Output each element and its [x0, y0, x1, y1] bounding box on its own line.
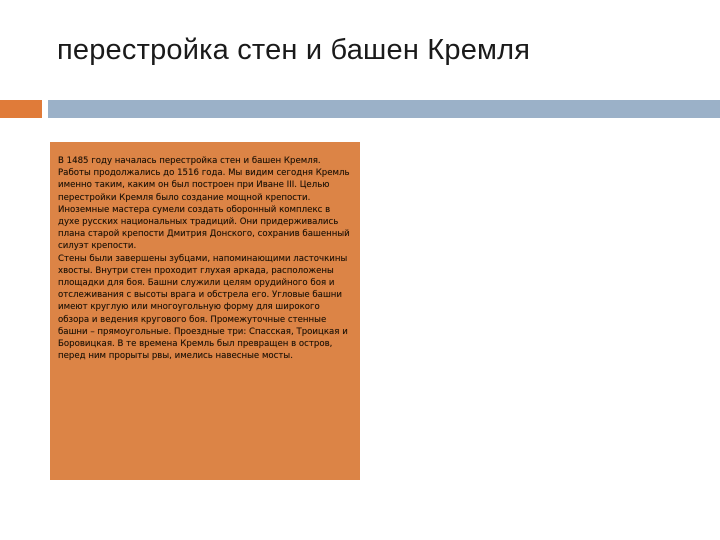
text-box [50, 142, 360, 480]
accent-bar-orange [0, 100, 42, 118]
paragraph-intro: В 1485 году началась перестройка стен и башен Кремля. Работы продолжались до 1516 года. Мы видим сегодня Кремль именно таким, каким он был построен при Иване III. Целью перестройки Кремля было создание мощной крепости. Иноземные мастера сумели создать оборонный комплекс в духе русских национальных традиций. Они придерживались плана старой крепости Дмитрия Донского, сохранив башенный силуэт крепости. [58, 156, 350, 252]
paragraph-walls-towers: Стены были завершены зубцами, напоминающими ласточкины хвосты. Внутри стен проходит глухая аркада, расположены площадки для боя. Башни служили целям орудийного боя и отслеживания с высоты врага и обстрела его. Угловые башни имеют круглую или многоугольную форму для широкого обзора и ведения кругового боя. Промежуточные стенные башни – прямоугольные. Проездные три: Спасская, Троицкая и Боровицкая. В те времена Кремль был превращен в остров, перед ним прорыты рвы, имелись навесные мосты. [58, 253, 348, 362]
accent-bar-blue [48, 100, 720, 118]
slide-title: перестройка стен и башен Кремля [57, 34, 531, 66]
